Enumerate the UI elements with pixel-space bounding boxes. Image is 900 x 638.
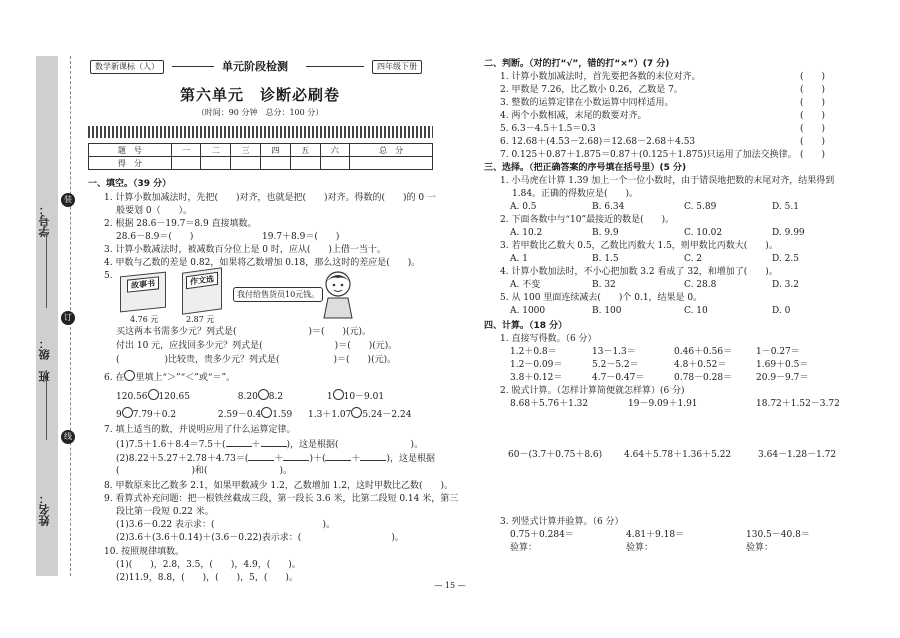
judge-paren[interactable]: ( ) <box>800 111 826 121</box>
compare-right: 7.79＋0.2 <box>132 410 177 420</box>
composition-book-image <box>182 267 222 315</box>
compare-right: 1.59 <box>272 410 293 420</box>
judge-paren[interactable]: ( ) <box>800 137 826 147</box>
direct-calc: 20.9－9.7＝ <box>756 373 809 383</box>
storybook-price: 4.76 元 <box>130 315 159 324</box>
s1-q7a-tail: )，这是根据( )。 <box>286 440 424 450</box>
direct-calc: 5.2－5.2＝ <box>592 360 639 370</box>
stepwise-calc: 19－9.09＋1.91 <box>628 399 698 409</box>
s1-q6-tail: 里填上“＞”“＜”或“＝”。 <box>135 373 236 383</box>
choice-option: C. 5.89 <box>684 202 717 212</box>
s1-q7b-tail: )，这是根据 <box>386 454 435 464</box>
compare-circle[interactable] <box>333 389 344 400</box>
choice-option: A. 1000 <box>510 306 546 316</box>
blank-line[interactable] <box>360 451 386 461</box>
storybook-title: 故事书 <box>127 276 159 292</box>
compare-right: 8.2 <box>268 392 284 402</box>
judge-paren[interactable]: ( ) <box>800 98 826 108</box>
calc-q2: 2. 脱式计算。（怎样计算简便就怎样算）(6 分) <box>500 386 685 396</box>
choice-q1: 1. 小马虎在计算 1.39 加上一个一位小数时，由于错误地把数的末尾对齐，结果得到 <box>500 176 835 186</box>
choice-option: D. 5.1 <box>772 202 799 212</box>
compare-right: 10－9.01 <box>343 392 385 402</box>
vertical-calc: 0.75＋0.284＝ <box>510 530 574 540</box>
s1-q5a: 买这两本书需多少元？列式是( )＝( )(元)。 <box>116 327 372 337</box>
direct-calc: 1－0.27＝ <box>756 347 800 357</box>
judge-item: 7. 0.125＋0.87＋1.875＝0.87＋(0.125＋1.875)只运用了加法交换律。 <box>500 150 797 160</box>
choice-option: A. 10.2 <box>510 228 543 238</box>
choice-q4: 4. 计算小数加法时，不小心把加数 3.2 看成了 32，和增加了( )。 <box>500 267 778 277</box>
judge-paren[interactable]: ( ) <box>800 124 826 134</box>
compare-circle[interactable] <box>122 407 133 418</box>
direct-calc: 0.46＋0.56＝ <box>674 347 733 357</box>
choice-option: D. 0 <box>772 306 791 316</box>
score-input-5[interactable] <box>290 157 320 170</box>
score-table-cell: 总 分 <box>350 144 433 157</box>
direct-calc: 4.8＋0.52＝ <box>674 360 727 370</box>
choice-option: C. 2 <box>684 254 703 264</box>
judge-paren[interactable]: ( ) <box>800 150 826 160</box>
blank-line[interactable] <box>283 451 309 461</box>
choice-option: A. 1 <box>510 254 528 264</box>
score-table-cell: 得 分 <box>89 157 172 170</box>
score-table-cell: 二 <box>201 144 231 157</box>
plus-sign: ＋ <box>274 454 284 464</box>
choice-q3: 3. 若甲数比乙数大 0.5，乙数比丙数大 1.5，则甲数比丙数大( )。 <box>500 241 778 251</box>
grade-tag: 四年级下册 <box>372 60 422 74</box>
score-input-6[interactable] <box>320 157 350 170</box>
score-table-cell: 题 号 <box>89 144 172 157</box>
composition-book-price: 2.87 元 <box>186 315 215 324</box>
compare-right: 120.65 <box>158 392 190 402</box>
choice-q5: 5. 从 100 里面连续减去( )个 0.1，结果是 0。 <box>500 293 703 303</box>
header-rule-left <box>172 66 214 67</box>
s1-q10b: (2)11.9，8.8，( )，( )，5，( )。 <box>116 573 298 583</box>
header-center: 单元阶段检测 <box>222 60 288 73</box>
s1-q9c: (1)3.6－0.22 表示求：( )。 <box>116 520 335 530</box>
score-input-2[interactable] <box>201 157 231 170</box>
s1-q10: 10. 按照规律填数。 <box>104 547 185 557</box>
choice-option: C. 28.8 <box>684 280 717 290</box>
score-input-total[interactable] <box>350 157 433 170</box>
s1-q7c: ( )和( )。 <box>116 466 293 476</box>
score-input-3[interactable] <box>231 157 261 170</box>
blank-line[interactable] <box>261 437 287 447</box>
compare-left: 9 <box>116 410 122 420</box>
direct-calc: 1.2＋0.8＝ <box>510 347 557 357</box>
score-table-score-row <box>89 157 433 170</box>
check-label: 验算： <box>746 543 774 553</box>
s1-q8: 8. 甲数原来比乙数多 2.1，如果甲数减少 1.2，乙数增加 1.2，这时甲数比乙数( )。 <box>104 481 453 491</box>
s1-q7b-text: (2)8.22＋5.27＋2.78＋4.73＝( <box>116 454 249 464</box>
calc-q3: 3. 列竖式计算并验算。（6 分） <box>500 517 624 527</box>
s1-q1: 1. 计算小数加减法时，先把( )对齐，也就是把( )对齐。得数的( )的 0 一 <box>104 193 436 203</box>
header-rule-right <box>306 66 364 67</box>
vertical-calc: 4.81＋9.18＝ <box>626 530 685 540</box>
series-tag: 数学新课标（人） <box>90 60 164 74</box>
s1-q6-lead: 6. 在 <box>104 373 125 383</box>
s1-q5c: ( )比较贵，贵多少元？列式是( )＝( )(元)。 <box>116 355 397 365</box>
compare-circle[interactable] <box>351 407 362 418</box>
judge-paren[interactable]: ( ) <box>800 85 826 95</box>
section-1-heading: 一、填空。（39 分） <box>88 179 172 189</box>
s1-q2: 2. 根据 28.6－19.7＝8.9 直接填数。 <box>104 219 257 229</box>
compare-right: 5.24－2.24 <box>362 410 412 420</box>
class-line <box>46 370 47 440</box>
score-table-cell: 三 <box>231 144 261 157</box>
score-input-4[interactable] <box>260 157 290 170</box>
blank-line[interactable] <box>248 451 274 461</box>
s1-q5b: 付出 10 元，应找回多少元？列式是( )＝( )(元)。 <box>116 341 398 351</box>
judge-item: 1. 计算小数加减法时，首先要把各数的末位对齐。 <box>500 72 701 82</box>
vertical-calc: 130.5－40.8＝ <box>746 530 810 540</box>
section-3-heading: 三、选择。（把正确答案的序号填在括号里）(5 分) <box>484 163 687 173</box>
choice-option: A. 不变 <box>510 280 541 290</box>
choice-option: D. 2.5 <box>772 254 799 264</box>
judge-item: 2. 甲数是 7.26，比乙数小 0.26，乙数是 7。 <box>500 85 683 95</box>
section-4-heading: 四、计算。（18 分） <box>484 321 568 331</box>
stepwise-calc: 3.64－1.28－1.72 <box>758 450 837 460</box>
compare-left: 1.3＋1.07 <box>308 410 352 420</box>
score-table-cell: 五 <box>290 144 320 157</box>
plus-sign: ＋ <box>351 454 361 464</box>
compare-left: 8.20 <box>237 392 258 402</box>
decorative-band <box>88 126 433 138</box>
compare-left: 2.59－0.4 <box>217 410 262 420</box>
direct-calc: 13－1.3＝ <box>592 347 636 357</box>
stepwise-calc: 60－(3.7＋0.75＋8.6) <box>508 450 603 460</box>
choice-option: B. 1.5 <box>592 254 619 264</box>
s1-q7: 7. 填上适当的数，并说明应用了什么运算定律。 <box>104 425 296 435</box>
compare-circle[interactable] <box>261 407 272 418</box>
stepwise-calc: 8.68＋5.76＋1.32 <box>510 399 589 409</box>
choice-option: B. 6.34 <box>592 202 625 212</box>
choice-option: D. 3.2 <box>772 280 799 290</box>
judge-item: 5. 6.3－4.5＋1.5＝0.3 <box>500 124 596 134</box>
choice-option: C. 10.02 <box>684 228 723 238</box>
blank-line[interactable] <box>226 437 252 447</box>
judge-item: 6. 12.68＋(4.53－2.68)＝12.68－2.68＋4.53 <box>500 137 696 147</box>
s1-q7a <box>116 437 423 451</box>
choice-q2: 2. 下面各数中与“10”最接近的数是( )。 <box>500 215 675 225</box>
judge-item: 4. 两个小数相减，末尾的数要对齐。 <box>500 111 647 121</box>
stepwise-calc: 18.72＋1.52－3.72 <box>756 399 840 409</box>
s1-q9d: (2)3.6＋(3.6＋0.14)＋(3.6－0.22)表示求：( )。 <box>116 533 404 543</box>
score-table-header-row <box>89 144 433 157</box>
compare-circle-sample <box>124 370 135 381</box>
judge-paren[interactable]: ( ) <box>800 72 826 82</box>
s1-q5: 5. <box>104 271 113 281</box>
girl-illustration <box>318 268 358 320</box>
direct-calc: 3.8＋0.12＝ <box>510 373 563 383</box>
choice-q1-cont: 1.84。正确的得数应是( )。 <box>512 189 639 199</box>
compare-circle[interactable] <box>258 389 269 400</box>
score-table-cell: 一 <box>171 144 201 157</box>
plus-sign: ＋ <box>251 440 261 450</box>
s1-q2b: 19.7＋8.9＝( ) <box>262 232 340 242</box>
choice-option: B. 9.9 <box>592 228 619 238</box>
s1-q1-cont: 般要划 0（ ）。 <box>116 206 193 216</box>
s1-q9: 9. 看算式补充问题：把一根铁丝截成三段，第一段长 3.6 米，比第二段短 0.14 米，第三 <box>104 494 459 504</box>
s1-q9b: 段比第一段短 0.22 米。 <box>116 507 214 517</box>
s1-q6 <box>104 370 235 384</box>
compare-circle[interactable] <box>148 389 159 400</box>
choice-option: B. 100 <box>592 306 622 316</box>
blank-line[interactable] <box>325 451 351 461</box>
choice-option: C. 10 <box>684 306 708 316</box>
judge-item: 3. 整数的运算定律在小数运算中同样适用。 <box>500 98 674 108</box>
student-id-label: 学号： <box>38 204 51 237</box>
exam-subtitle: （时间：90 分钟 总分：100 分） <box>196 108 324 117</box>
choice-option: D. 9.99 <box>772 228 805 238</box>
s1-q7a-text: (1)7.5＋1.6＋8.4＝7.5＋( <box>116 440 226 450</box>
check-label: 验算： <box>510 543 538 553</box>
direct-calc: 1.2－0.09＝ <box>510 360 563 370</box>
binding-hole-2: 订 <box>61 311 75 325</box>
score-input-1[interactable] <box>171 157 201 170</box>
choice-option: A. 0.5 <box>510 202 537 212</box>
stepwise-calc: 4.64＋5.78＋1.36＋5.22 <box>624 450 732 460</box>
compare-left: 1 <box>326 392 333 402</box>
speech-bubble: 我付给售货员10元钱。 <box>233 287 323 302</box>
storybook-image <box>120 272 166 313</box>
s1-q2a: 28.6－8.9＝( ) <box>116 232 194 242</box>
choice-option: B. 32 <box>592 280 616 290</box>
s1-q3: 3. 计算小数减法时，被减数百分位上是 0 时，应从( )上借一当十。 <box>104 245 386 255</box>
student-id-line <box>46 232 47 308</box>
binding-hole-1: 装 <box>61 193 75 207</box>
score-table-cell: 四 <box>260 144 290 157</box>
s1-q7b <box>116 451 435 465</box>
direct-calc: 0.78－0.28＝ <box>674 373 733 383</box>
compare-left: 120.56 <box>116 392 148 402</box>
s1-q10a: (1)( )，2.8，3.5，( )，4.9，( )。 <box>116 560 301 570</box>
score-table <box>88 143 433 170</box>
section-2-heading: 二、判断。（对的打“√”，错的打“×”）(7 分) <box>484 59 670 69</box>
binding-hole-3: 线 <box>61 430 75 444</box>
name-label: 姓名： <box>38 493 51 526</box>
s1-q7b-mid: )＋( <box>309 454 326 464</box>
class-label: 班 级： <box>38 338 51 382</box>
composition-book-title: 作文选 <box>186 272 218 289</box>
s1-q4: 4. 甲数与乙数的差是 0.82，如果将乙数增加 0.18，那么这时的差应是( )。 <box>104 258 421 268</box>
direct-calc: 4.7－0.47＝ <box>592 373 645 383</box>
calc-q1: 1. 直接写得数。（6 分） <box>500 334 597 344</box>
s1-q6-row1 <box>116 389 384 403</box>
check-label: 验算： <box>626 543 654 553</box>
direct-calc: 1.69＋0.5＝ <box>756 360 809 370</box>
s1-q6-row2 <box>116 407 411 421</box>
page-title: 第六单元 诊断必刷卷 <box>179 86 340 104</box>
page-number: — 15 — <box>434 581 466 590</box>
score-table-cell: 六 <box>320 144 350 157</box>
